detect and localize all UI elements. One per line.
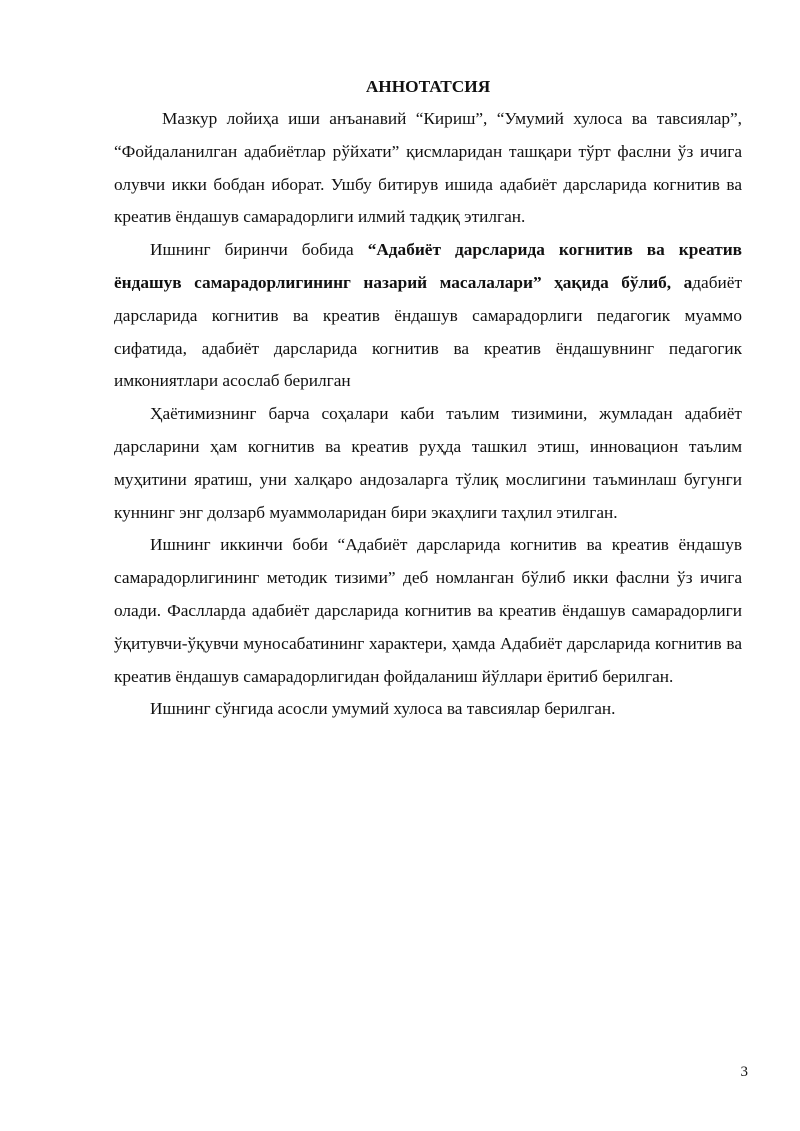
paragraph-conclusion: Ишнинг сўнгида асосли умумий хулоса ва тавсиялар берилган. [150, 699, 616, 719]
paragraph-chapter-one [114, 234, 742, 398]
paragraph-chapter-two: Ишнинг иккинчи боби “Адабиёт дарсларида когнитив ва креатив ёндашув самарадорлигининг методик тизими” деб номланган бўлиб икки фаслни ўз ичига олади. Фаслларда адабиёт дарсларида когнитив ва креатив ёндашув самарадорлиги ўқитувчи-ўқувчи муносабатининг характери, ҳамда Адабиёт дарсларида когнитив ва креатив ёндашув самарадорлигидан фойдаланиш йўллари ёритиб берилган. [114, 535, 742, 686]
chapter-one-title: “Адабиёт дарсларида когнитив ва креатив ёндашув самарадорлигининг назарий масалалари” ҳақида бўлиб, а [114, 240, 742, 292]
paragraph-context: Ҳаётимизнинг барча соҳалари каби таълим тизимини, жумладан адабиёт дарсларини ҳам когнитив ва креатив руҳда ташкил этиш, инновацион таълим муҳитини яратиш, уни халқаро андозаларга тўлиқ мослигини таъминлаш бугунги куннинг энг долзарб муаммоларидан бири экаҳлиги таҳлил этилган. [114, 404, 742, 522]
page-number: 3 [740, 1064, 748, 1080]
paragraph-chapter-one-rest: дабиёт дарсларида когнитив ва креатив ёндашув самарадорлиги педагогик муаммо сифатида, адабиёт дарсларида когнитив ва креатив ёндашувнинг педагогик имкониятлари асослаб берилган [114, 272, 742, 391]
document-body [114, 73, 742, 726]
page-title: АННОТАТСИЯ [365, 77, 491, 96]
paragraph-chapter-one-lead: Ишнинг биринчи бобида [150, 240, 368, 260]
paragraph-intro: Мазкур лойиҳа иши анъанавий “Кириш”, “Умумий хулоса ва тавсиялар”, “Фойдаланилган адабиётлар рўйхати” қисмларидан ташқари тўрт фаслни ўз ичига олувчи икки бобдан иборат. Ушбу битирув ишида адабиёт дарсларида когнитив ва креатив ёндашув самарадорлиги илмий тадқиқ этилган. [114, 109, 742, 227]
